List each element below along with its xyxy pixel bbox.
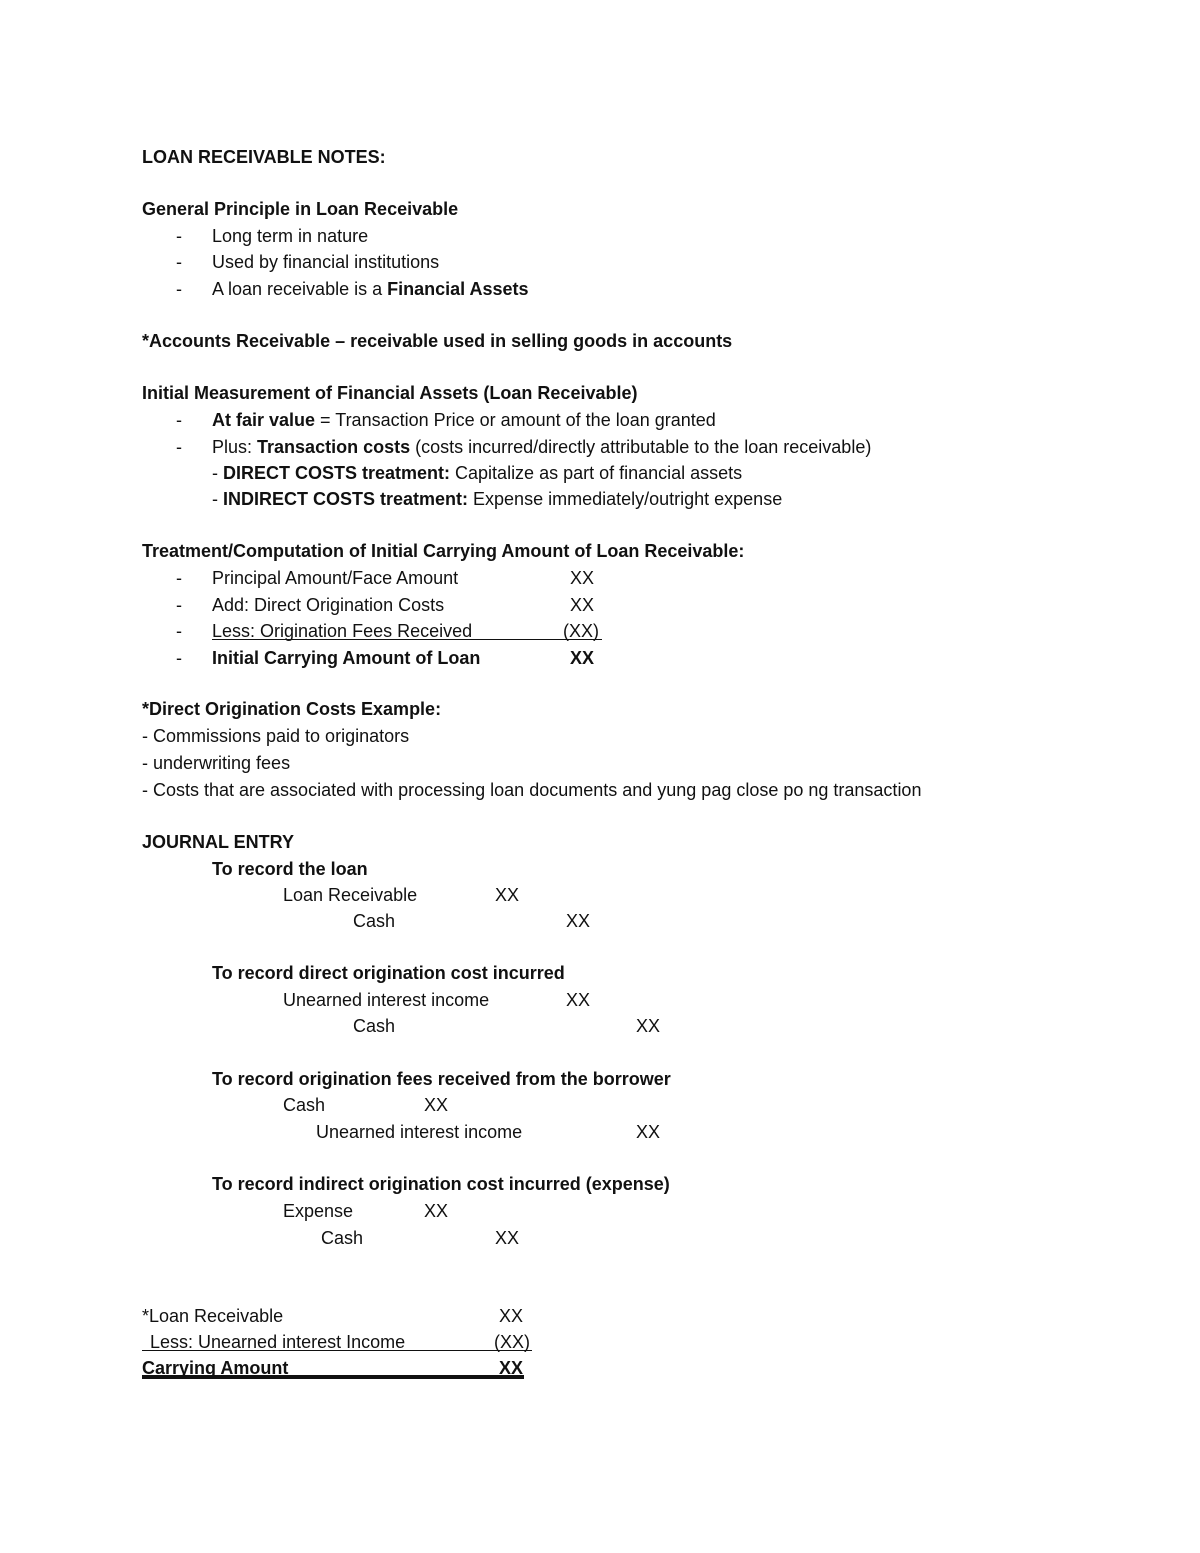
initial-item-2-pre: Plus: [212,437,258,457]
journal-credit-account: Cash [353,911,396,931]
direct-costs-treatment [212,462,742,484]
journal-credit-value: XX [495,1228,520,1248]
indirect-costs-treatment-dash: - [212,489,223,509]
bullet-dash: - [176,568,182,588]
initial-item-1 [212,409,716,431]
journal-debit-value: XX [566,990,591,1010]
summary-row-value: (XX) [494,1332,530,1352]
computation-row-label: Less: Origination Fees Received [212,621,473,641]
computation-row-value: XX [570,568,595,588]
accounts-receivable-note: *Accounts Receivable – receivable used in selling goods in accounts [142,331,733,351]
direct-costs-treatment-label: DIRECT COSTS treatment: [223,463,451,483]
journal-heading: JOURNAL ENTRY [142,832,295,852]
journal-credit-value: XX [636,1016,661,1036]
computation-total-label: Initial Carrying Amount of Loan [212,648,481,668]
computation-row-label: Principal Amount/Face Amount [212,568,459,588]
bullet-dash: - [176,252,182,272]
bullet-dash: - [176,279,182,299]
summary-underline [142,1350,532,1351]
summary-row-value: XX [499,1306,524,1326]
direct-costs-item: - Costs that are associated with processing loan documents and yung pag close po ng transaction [142,780,922,800]
journal-entry-title: To record direct origination cost incurred [212,963,565,983]
journal-debit-value: XX [424,1201,449,1221]
journal-debit-account: Loan Receivable [283,885,418,905]
direct-costs-item: - Commissions paid to originators [142,726,410,746]
journal-credit-account: Cash [353,1016,396,1036]
journal-entry-title: To record origination fees received from the borrower [212,1069,671,1089]
computation-row-value: XX [570,595,595,615]
general-principle-heading: General Principle in Loan Receivable [142,199,459,219]
carrying-amount-double-underline [142,1375,524,1379]
indirect-costs-treatment [212,488,782,510]
computation-row-value: (XX) [563,621,599,641]
bullet-dash: - [176,595,182,615]
bullet-dash: - [176,621,182,641]
summary-row-label: Less: Unearned interest Income [150,1332,406,1352]
direct-costs-heading: *Direct Origination Costs Example: [142,699,442,719]
journal-credit-value: XX [636,1122,661,1142]
journal-entry-title: To record indirect origination cost incurred (expense) [212,1174,670,1194]
journal-credit-account: Cash [321,1228,364,1248]
journal-debit-account: Expense [283,1201,354,1221]
direct-costs-treatment-dash: - [212,463,223,483]
direct-costs-item: - underwriting fees [142,753,291,773]
journal-entry-title: To record the loan [212,859,368,879]
journal-debit-value: XX [495,885,520,905]
general-item-2: Used by financial institutions [212,252,440,272]
computation-row-label: Add: Direct Origination Costs [212,595,445,615]
journal-credit-account: Unearned interest income [316,1122,523,1142]
computation-underline [212,639,602,640]
computation-heading: Treatment/Computation of Initial Carrying Amount of Loan Receivable: [142,541,745,561]
general-item-3-text: A loan receivable is a [212,279,388,299]
computation-total-value: XX [570,648,595,668]
journal-debit-value: XX [424,1095,449,1115]
bullet-dash: - [176,648,182,668]
document-title: LOAN RECEIVABLE NOTES: [142,147,386,167]
journal-debit-account: Unearned interest income [283,990,490,1010]
indirect-costs-treatment-label: INDIRECT COSTS treatment: [223,489,469,509]
bullet-dash: - [176,437,182,457]
general-item-1: Long term in nature [212,226,369,246]
initial-item-1-bold: At fair value [212,410,316,430]
summary-row-label: *Loan Receivable [142,1306,284,1326]
bullet-dash: - [176,410,182,430]
initial-measurement-heading: Initial Measurement of Financial Assets (Loan Receivable) [142,383,638,403]
carrying-amount-label: Carrying Amount [142,1358,289,1378]
bullet-dash: - [176,226,182,246]
indirect-costs-treatment-text: Expense immediately/outright expense [468,489,783,509]
initial-item-2-rest: (costs incurred/directly attributable to the loan receivable) [410,437,872,457]
carrying-amount-value: XX [499,1358,524,1378]
initial-item-1-rest: = Transaction Price or amount of the loan granted [315,410,716,430]
general-item-3-bold: Financial Assets [387,279,529,299]
journal-debit-account: Cash [283,1095,326,1115]
direct-costs-treatment-text: Capitalize as part of financial assets [450,463,743,483]
journal-credit-value: XX [566,911,591,931]
general-item-3 [212,278,529,300]
initial-item-2 [212,436,871,458]
initial-item-2-bold: Transaction costs [257,437,411,457]
